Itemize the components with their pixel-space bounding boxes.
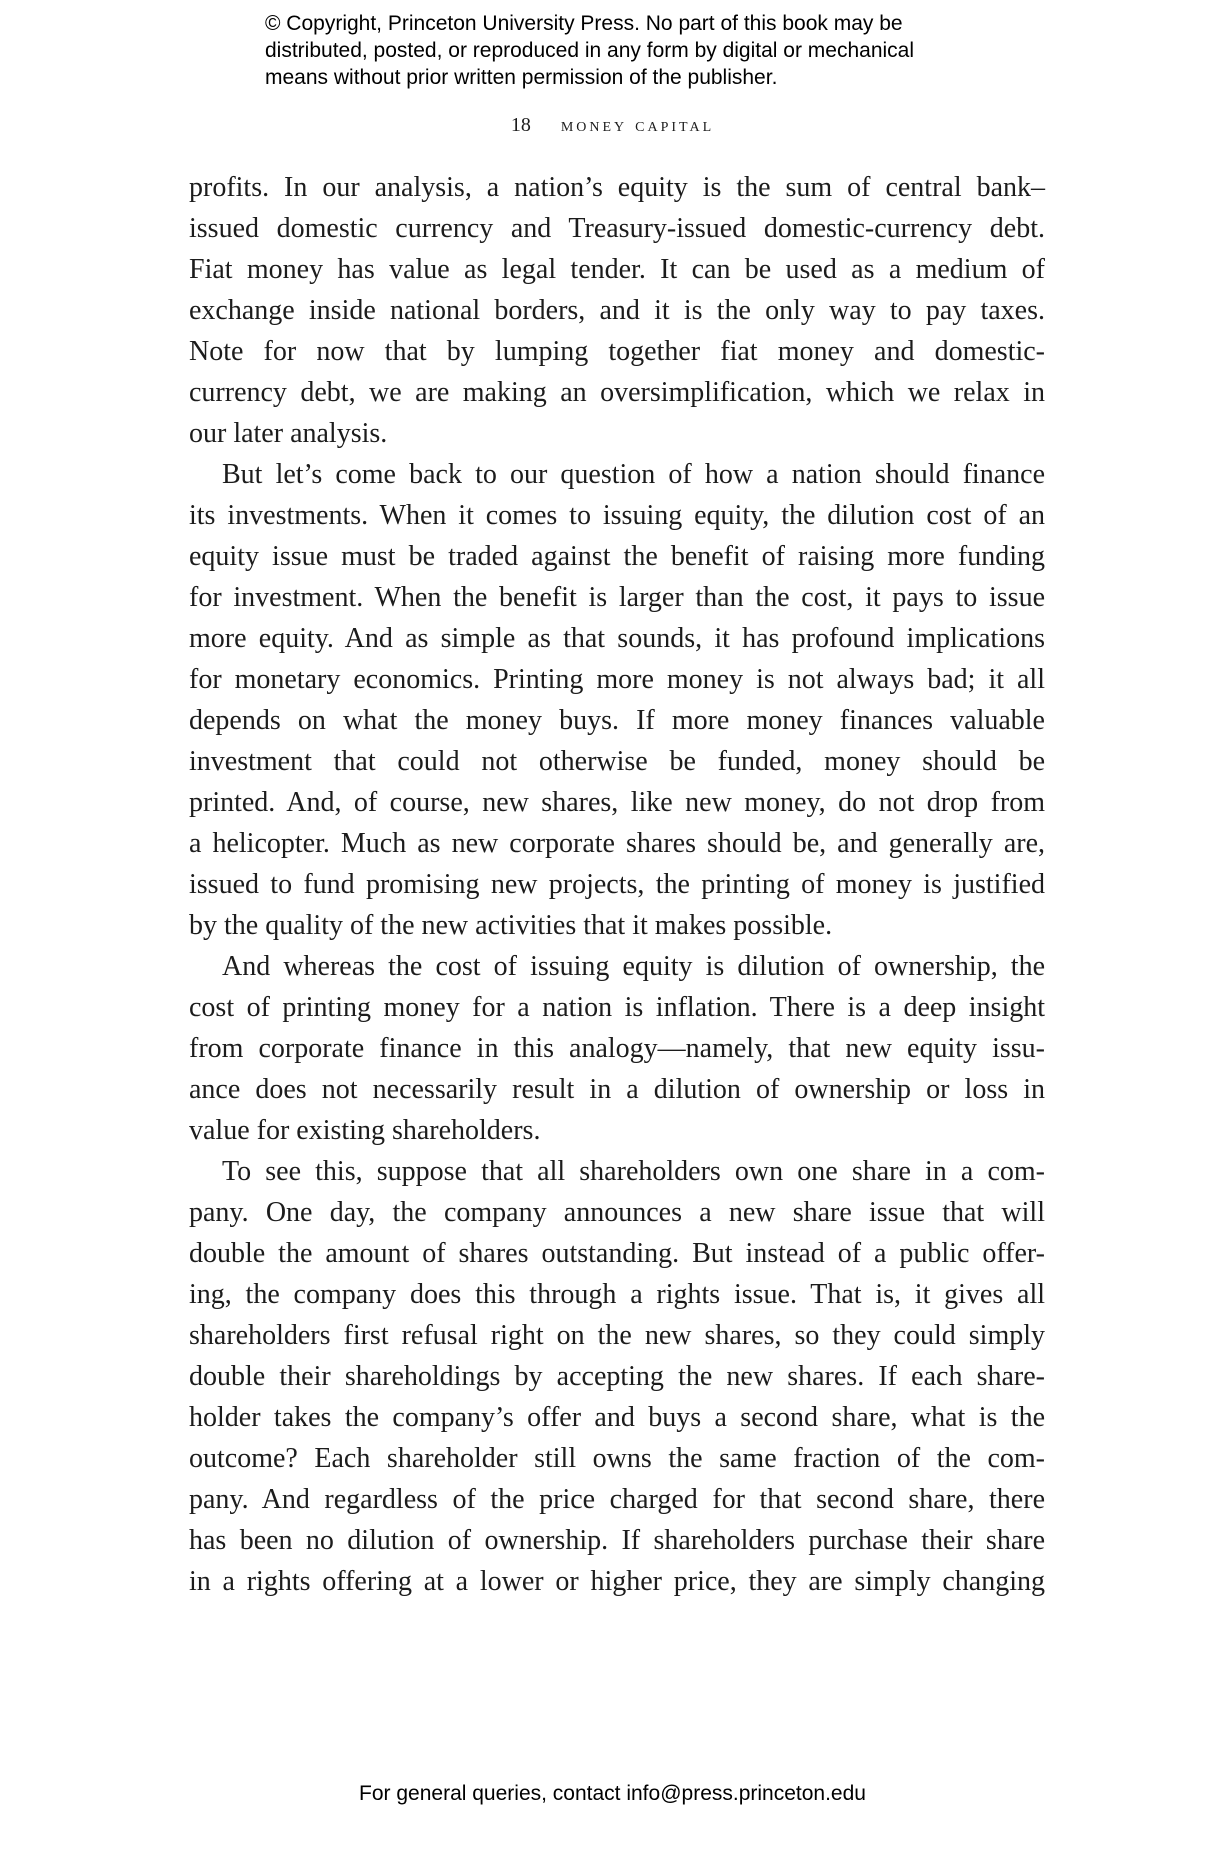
text-line: Fiat money has value as legal tender. It can be used as a medium of <box>189 254 1045 285</box>
text-line: profits. In our analysis, a nation’s equity is the sum of central bank– <box>189 172 1045 203</box>
text-line: depends on what the money buys. If more money finances valuable <box>189 705 1045 736</box>
text-line: in a rights offering at a lower or higher price, they are simply changing <box>189 1566 1045 1597</box>
text-line: a helicopter. Much as new corporate shares should be, and generally are, <box>189 828 1045 859</box>
text-line: investment that could not otherwise be funded, money should be <box>189 746 1045 777</box>
footer-contact: For general queries, contact info@press.princeton.edu <box>359 1782 866 1805</box>
text-line: ance does not necessarily result in a dilution of ownership or loss in <box>189 1074 1045 1105</box>
paragraph <box>189 1151 1045 1602</box>
text-line: outcome? Each shareholder still owns the same fraction of the com- <box>189 1443 1045 1474</box>
copyright-line: © Copyright, Princeton University Press. No part of this book may be <box>265 12 903 35</box>
text-line: holder takes the company’s offer and buys a second share, what is the <box>189 1402 1045 1433</box>
paragraph <box>189 946 1045 1151</box>
text-line: issued to fund promising new projects, the printing of money is justified <box>189 869 1045 900</box>
copyright-line: distributed, posted, or reproduced in any form by digital or mechanical <box>265 39 915 62</box>
page-number: 18 <box>510 114 531 136</box>
text-line: But let’s come back to our question of how a nation should finance <box>222 459 1045 490</box>
text-line: printed. And, of course, new shares, like new money, do not drop from <box>189 787 1045 818</box>
text-line: pany. One day, the company announces a new share issue that will <box>189 1197 1045 1228</box>
text-line: from corporate finance in this analogy—namely, that new equity issu- <box>189 1033 1045 1064</box>
text-line: exchange inside national borders, and it is the only way to pay taxes. <box>189 295 1045 326</box>
text-line: double the amount of shares outstanding. But instead of a public offer- <box>189 1238 1045 1269</box>
paragraph <box>189 167 1045 454</box>
text-line: To see this, suppose that all shareholders own one share in a com- <box>222 1156 1045 1187</box>
text-line: by the quality of the new activities that it makes possible. <box>189 910 833 941</box>
running-head <box>0 112 1225 138</box>
text-line: for investment. When the benefit is larger than the cost, it pays to issue <box>189 582 1045 613</box>
text-line: currency debt, we are making an oversimplification, which we relax in <box>189 377 1045 408</box>
text-line: has been no dilution of ownership. If shareholders purchase their share <box>189 1525 1045 1556</box>
text-line: cost of printing money for a nation is inflation. There is a deep insight <box>189 992 1045 1023</box>
text-line: ing, the company does this through a rights issue. That is, it gives all <box>189 1279 1045 1310</box>
copyright-line: means without prior written permission of the publisher. <box>265 66 778 89</box>
text-line: its investments. When it comes to issuing equity, the dilution cost of an <box>189 500 1045 531</box>
body-text <box>189 167 1045 1602</box>
text-line: issued domestic currency and Treasury-issued domestic-currency debt. <box>189 213 1045 244</box>
text-line: pany. And regardless of the price charged for that second share, there <box>189 1484 1045 1515</box>
text-line: double their shareholdings by accepting the new shares. If each share- <box>189 1361 1045 1392</box>
text-line: value for existing shareholders. <box>189 1115 541 1146</box>
text-line: Note for now that by lumping together fiat money and domestic- <box>189 336 1045 367</box>
text-line: equity issue must be traded against the benefit of raising more funding <box>189 541 1045 572</box>
text-line: for monetary economics. Printing more money is not always bad; it all <box>189 664 1045 695</box>
text-line: shareholders first refusal right on the new shares, so they could simply <box>189 1320 1045 1351</box>
running-head-title: money capital <box>560 114 715 136</box>
text-line: And whereas the cost of issuing equity is dilution of ownership, the <box>222 951 1045 982</box>
text-line: more equity. And as simple as that sounds, it has profound implications <box>189 623 1045 654</box>
copyright-notice <box>265 10 1025 91</box>
text-line: our later analysis. <box>189 418 388 449</box>
paragraph <box>189 454 1045 946</box>
